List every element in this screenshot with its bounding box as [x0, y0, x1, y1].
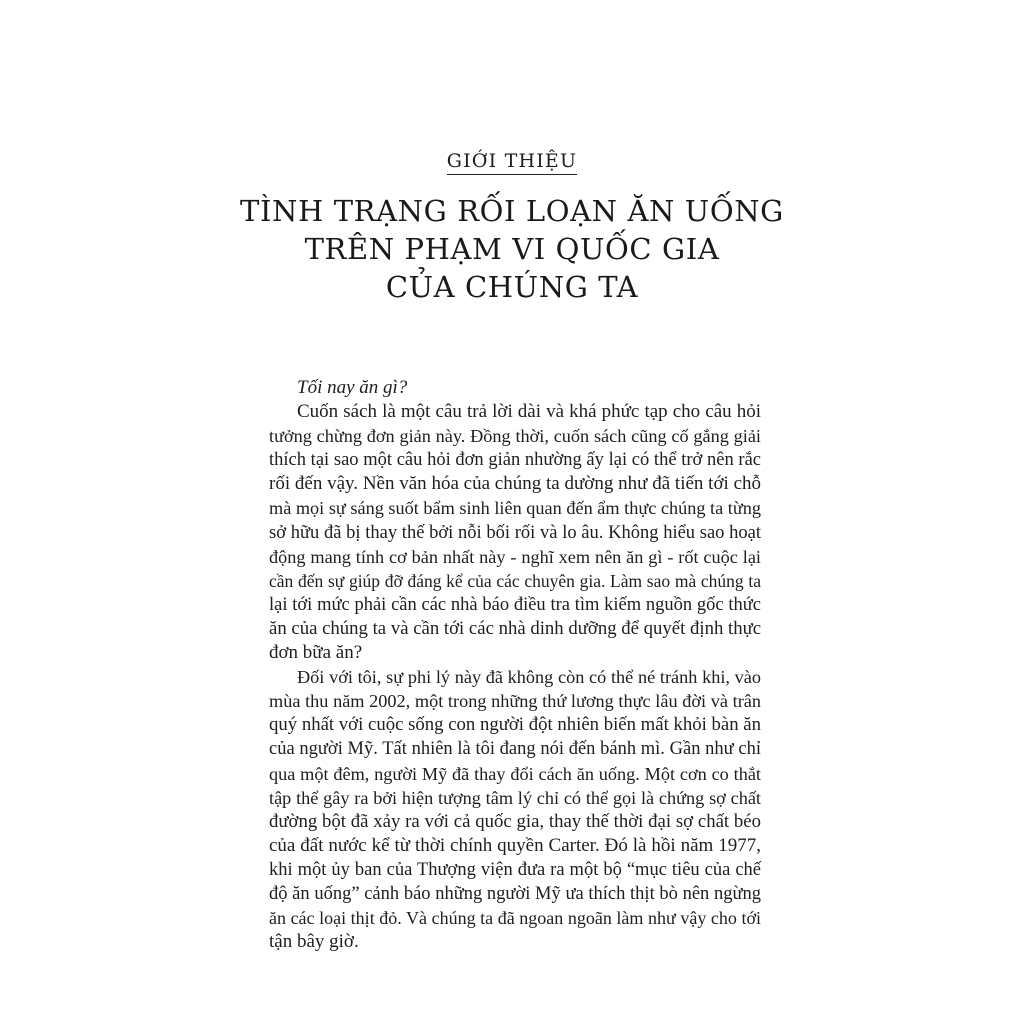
text-line: thích tại sao một câu hỏi đơn giản nhường ấy lại có thể trở nên rắc: [269, 450, 761, 471]
chapter-title: [0, 192, 1024, 306]
text-line: Cuốn sách là một câu trả lời dài và khá phức tạp cho câu hỏi: [297, 401, 761, 423]
text-line: Đối với tôi, sự phi lý này đã không còn có thể né tránh khi, vào: [297, 667, 761, 688]
paragraph-2: [269, 665, 761, 954]
text-line: lại tới mức phải cần các nhà báo điều tra tìm kiếm nguồn gốc thức: [269, 594, 761, 615]
text-line: động mang tính cơ bản nhất này - nghĩ xem nên ăn gì - rốt cuộc lại: [269, 546, 761, 567]
section-label: [0, 150, 1024, 175]
text-line: rối đến vậy. Nền văn hóa của chúng ta dường như đã tiến tới chỗ: [269, 473, 761, 495]
text-line: của đất nước kể từ thời chính quyền Carter. Đó là hồi năm 1977,: [269, 834, 761, 856]
text-line: mùa thu năm 2002, một trong những thứ lương thực lâu đời và trân: [269, 691, 761, 712]
chapter-title-line: TRÊN PHẠM VI QUỐC GIA: [304, 232, 720, 266]
text-line: của người Mỹ. Tất nhiên là tôi đang nói đến bánh mì. Gần như chỉ: [269, 739, 761, 760]
paragraph-1: [269, 400, 761, 665]
text-line: qua một đêm, người Mỹ đã thay đổi cách ăn uống. Một cơn co thắt: [269, 763, 761, 784]
text-line: độ ăn uống” cảnh báo những người Mỹ ưa thích thịt bò nên ngừng: [269, 883, 761, 904]
body-text: [269, 376, 761, 954]
text-line: đơn bữa ăn?: [269, 642, 363, 664]
text-line: tập thể gây ra bởi hiện tượng tâm lý chỉ có thể gọi là chứng sợ chất: [269, 787, 761, 808]
text-line: ăn các loại thịt đỏ. Và chúng ta đã ngoan ngoãn làm như vậy cho tới: [269, 908, 761, 929]
section-label-text: GIỚI THIỆU: [447, 150, 577, 175]
text-line: cần đến sự giúp đỡ đáng kể của các chuyên gia. Làm sao mà chúng ta: [269, 570, 761, 591]
text-line: tưởng chừng đơn giản này. Đồng thời, cuốn sách cũng cố gắng giải: [269, 426, 761, 447]
epigraph: Tối nay ăn gì?: [297, 377, 408, 398]
text-line: sở hữu đã bị thay thế bởi nỗi bối rối và lo âu. Không hiểu sao hoạt: [269, 522, 761, 543]
text-line: quý nhất với cuộc sống con người đột nhiên biến mất khỏi bàn ăn: [269, 714, 761, 736]
text-line: mà mọi sự sáng suốt bẩm sinh liên quan đến ẩm thực chúng ta từng: [269, 498, 761, 519]
text-line: khi một ủy ban của Thượng viện đưa ra một bộ “mục tiêu của chế: [269, 859, 761, 880]
chapter-title-line: CỦA CHÚNG TA: [385, 270, 639, 304]
chapter-title-line: TÌNH TRẠNG RỐI LOẠN ĂN UỐNG: [240, 194, 784, 228]
text-line: tận bây giờ.: [269, 931, 359, 953]
text-line: ăn của chúng ta và cần tới các nhà dinh dưỡng để quyết định thực: [269, 617, 762, 639]
text-line: đường bột đã xảy ra với cả quốc gia, thay thế thời đại sợ chất béo: [269, 810, 761, 832]
